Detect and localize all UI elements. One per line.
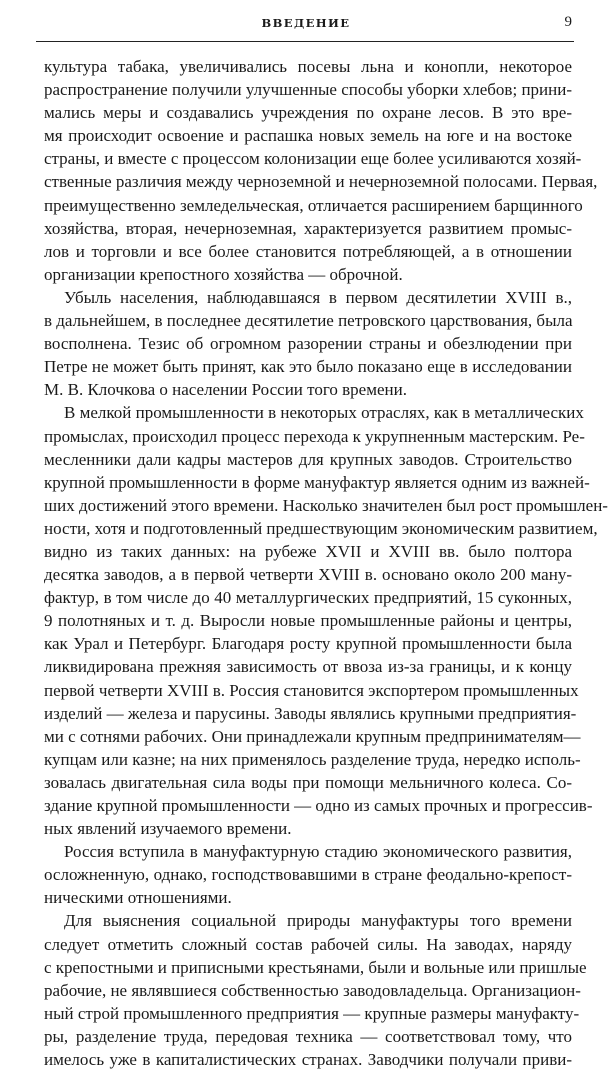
text-line: Петре не может быть принят, как это было показано еще в исследовании [44,357,572,377]
text-line: как Урал и Петербург. Благодаря росту крупной промышленности была [44,634,572,654]
text-line: В мелкой промышленности в некоторых отраслях, как в металлических [64,403,584,423]
text-line: ническими отношениями. [44,888,232,908]
text-line: культура табака, увеличивались посевы льна и конопли, некоторое [44,57,572,76]
text-line: распространение получили улучшенные способы уборки хлебов; прини- [44,80,572,100]
text-line: хозяйства, вторая, нечерноземная, характеризуется развитием промыс- [44,218,572,238]
text-line: преимущественно земледельческая, отличается расширением барщинного [44,195,583,215]
text-line: месленники дали кадры мастеров для крупных заводов. Строительство [44,449,572,469]
text-line: имелось уже в капиталистических странах. Заводчики получали приви- [44,1050,572,1070]
chapter-title: ВВЕДЕНИЕ [261,16,351,30]
paragraph [44,909,587,1071]
text-line: ры, разделение труда, передовая техника — соответствовал тому, что [44,1026,572,1046]
text-line: Для выяснения социальной природы мануфактуры того времени [64,911,572,931]
text-line: мались меры и создавались учреждения по охране лесов. В это вре- [44,103,572,123]
text-line: ших достижений этого времени. Насколько значителен был рост промышлен- [44,495,608,515]
paragraph [44,286,572,401]
text-line: мя происходит освоение и распашка новых земель на юге и на востоке [44,126,572,146]
text-line: купцам или казне; на них применялось разделение труда, нередко исполь- [44,749,581,769]
text-line: первой четверти XVIII в. Россия становится экспортером промышленных [44,680,579,700]
running-head [40,12,572,36]
text-line: фактур, в том числе до 40 металлургических предприятий, 15 суконных, [44,588,572,608]
text-line: восполнена. Тезис об огромном разорении страны и обезлюдении при [44,334,572,354]
text-line: изделий — железа и парусины. Заводы являлись крупными предприятия- [44,703,577,723]
text-line: зовалась двигательная сила воды при помощи мельничного колеса. Со- [44,772,572,792]
text-line: лов и торговли и все более становится потребляющей, а в отношении [44,241,572,261]
body-text [44,55,608,1071]
text-line: осложненную, однако, господствовавшими в стране феодально-крепост- [44,865,572,885]
text-line: ственные различия между черноземной и нечерноземной полосами. Первая, [44,172,598,192]
paragraph [44,840,572,909]
text-line: промыслах, происходил процесс перехода к укрупненным мастерским. Ре- [44,426,585,446]
text-line: с крепостными и приписными крестьянами, были и вольные или пришлые [44,957,587,977]
text-line: видно из таких данных: на рубеже XVII и XVIII вв. было полтора [44,541,572,561]
paragraph [44,401,608,840]
text-line: крупной промышленности в форме мануфактур является одним из важней- [44,472,590,492]
text-line: организации крепостного хозяйства — оброчной. [44,264,403,284]
paragraph [44,55,598,286]
text-line: здание крупной промышленности — одно из самых прочных и прогрессив- [44,796,593,815]
text-line: в дальнейшем, в последнее десятилетие петровского царствования, была [44,311,573,331]
text-line: ми с сотнями рабочих. Они принадлежали крупным предпринимателям— [44,726,581,746]
text-line: ликвидирована прежняя зависимость от ввоза из-за границы, и к концу [44,657,572,677]
text-line: десятка заводов, а в первой четверти XVIII в. основано около 200 ману- [44,565,572,585]
text-line: 9 полотняных и т. д. Выросли новые промышленные районы и центры, [44,611,572,631]
text-line: Убыль населения, наблюдавшаяся в первом десятилетии XVIII в., [64,287,572,307]
page-number: 9 [564,14,572,30]
text-line: Россия вступила в мануфактурную стадию экономического развития, [64,842,572,862]
text-line: ный строй промышленного предприятия — крупные размеры мануфакту- [44,1003,580,1023]
text-line: страны, и вместе с процессом колонизации еще более усиливаются хозяй- [44,149,582,169]
text-line: рабочие, не являвшиеся собственностью заводовладельца. Организацион- [44,980,581,1000]
text-line: М. В. Клочкова о населении России того времени. [44,380,407,400]
header-rule [36,41,574,42]
text-line: ных явлений изучаемого времени. [44,819,292,839]
text-line: следует отметить сложный состав рабочей силы. На заводах, наряду [44,934,572,954]
text-line: ности, хотя и подготовленный предшествующим экономическим развитием, [44,518,598,538]
